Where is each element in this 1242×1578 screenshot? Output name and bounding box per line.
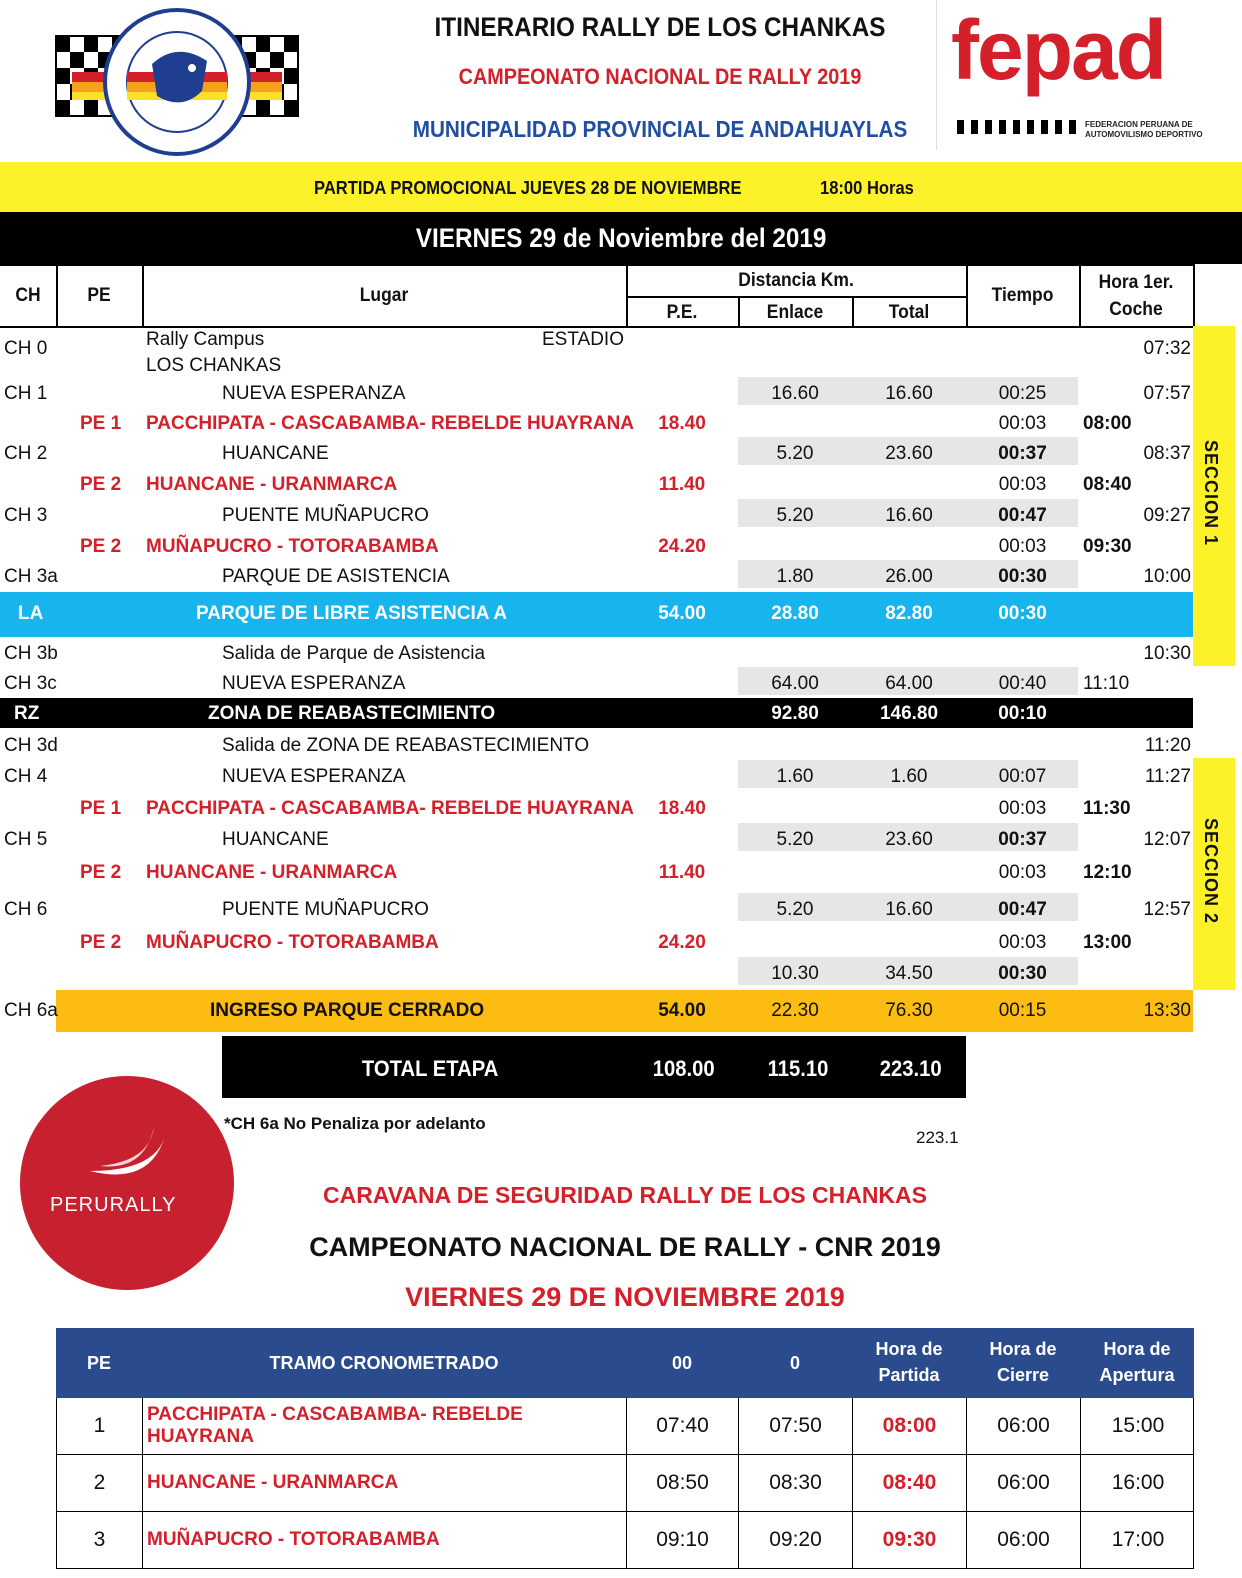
- cell-lugar: Salida de ZONA DE REABASTECIMIENTO: [222, 735, 590, 756]
- col-tiempo: Tiempo: [991, 285, 1054, 306]
- cell-ch: CH 3: [4, 505, 48, 526]
- t2-col-apertura: Hora de Apertura: [1099, 1339, 1175, 1385]
- cell-lugar: HUANCANE: [222, 443, 329, 464]
- cell-extra: ESTADIO: [542, 329, 624, 350]
- caravana-cell-partida: 08:00: [853, 1398, 967, 1454]
- cell-pe_hora: 11:30: [1083, 798, 1131, 819]
- cell-pekm: 11.40: [658, 474, 706, 495]
- t2-col-cierre: Hora de Cierre: [989, 1339, 1057, 1385]
- total-etapa-pe: 108.00: [652, 1056, 715, 1081]
- col-hora-1: Hora 1er.: [1098, 272, 1174, 293]
- t2-col-00: 00: [671, 1353, 693, 1373]
- cell-total: 16.60: [885, 899, 933, 920]
- perurally-logo: [20, 1076, 234, 1290]
- t2-col-partida: Hora de Partida: [875, 1339, 943, 1385]
- cell-tiempo: 00:40: [998, 673, 1047, 694]
- cell-tiempo: 00:25: [998, 383, 1047, 404]
- cell-hora: 11:20: [1144, 735, 1191, 756]
- promo-time: 18:00 Horas: [820, 178, 914, 198]
- cell-pe: PE 2: [80, 862, 122, 883]
- footnote: *CH 6a No Penaliza por adelanto: [224, 1114, 486, 1133]
- cell-total: 82.80: [885, 603, 933, 624]
- caravana-cell-tramo: HUANCANE - URANMARCA: [143, 1455, 627, 1511]
- cell-enlace: 1.60: [776, 766, 814, 787]
- caravana-cell-c00: 09:10: [627, 1512, 739, 1568]
- cell-total: 1.60: [890, 766, 928, 787]
- cell-ch: CH 3b: [4, 643, 58, 664]
- cell-enlace: 28.80: [771, 603, 819, 624]
- cell-hora: 13:30: [1143, 1000, 1191, 1021]
- caravana-cell-cierre: 06:00: [967, 1455, 1081, 1511]
- section-1-label: SECCION 1: [1201, 440, 1221, 547]
- promo-label: PARTIDA PROMOCIONAL JUEVES 28 DE NOVIEMBRE: [314, 178, 742, 198]
- cell-lugar: PUENTE MUÑAPUCRO: [222, 899, 429, 920]
- cell-lugar: INGRESO PARQUE CERRADO: [210, 1000, 485, 1021]
- footnote-value: 223.1: [916, 1128, 959, 1147]
- cell-lugar: MUÑAPUCRO - TOTORABAMBA: [146, 536, 439, 557]
- total-etapa-label: TOTAL ETAPA: [361, 1056, 499, 1081]
- cell-ch: CH 6a: [4, 1000, 58, 1021]
- cell-pe: PE 1: [80, 798, 122, 819]
- cell-pe_hora: 11:10: [1083, 673, 1130, 694]
- perurally-part2: RALLY: [109, 1194, 177, 1216]
- total-etapa-box: [222, 1036, 966, 1098]
- cell-pekm: 18.40: [658, 413, 706, 434]
- caravana-cell-partida: 09:30: [853, 1512, 967, 1568]
- cell-hora: 10:30: [1143, 643, 1191, 664]
- cell-pe: PE 1: [80, 413, 122, 434]
- t2-col-tramo: TRAMO CRONOMETRADO: [269, 1353, 499, 1373]
- caravana-cell-pe: 1: [57, 1398, 143, 1454]
- cell-pe: PE 2: [80, 932, 122, 953]
- cell-lugar: Salida de Parque de Asistencia: [222, 643, 486, 664]
- caravana-cell-apertura: 16:00: [1111, 1471, 1165, 1494]
- cell-tiempo: 00:47: [998, 505, 1047, 526]
- cell-enlace: 5.20: [776, 443, 814, 464]
- day-title-bar: [0, 212, 1242, 264]
- cell-tiempo: 00:03: [998, 536, 1047, 557]
- col-lugar: Lugar: [359, 285, 409, 306]
- caravana-cell-c00: 08:50: [627, 1455, 739, 1511]
- t2-col-0: 0: [789, 1353, 800, 1373]
- cell-ch: CH 0: [4, 338, 48, 359]
- caravana-date: VIERNES 29 DE NOVIEMBRE 2019: [405, 1282, 845, 1312]
- cell-lugar: PACCHIPATA - CASCABAMBA- REBELDE HUAYRANA: [146, 413, 635, 434]
- col-hora-2: Coche: [1109, 299, 1163, 320]
- motor-club-logo: [52, 6, 302, 156]
- cell-total: 16.60: [885, 383, 933, 404]
- cell-pekm: 24.20: [658, 536, 706, 557]
- cell-tiempo: 00:37: [998, 443, 1047, 464]
- day-title: VIERNES 29 de Noviembre del 2019: [415, 223, 827, 253]
- caravana-cell-tramo: PACCHIPATA - CASCABAMBA- REBELDE HUAYRANA: [143, 1398, 627, 1454]
- cell-hora: 07:57: [1143, 383, 1191, 404]
- cell-pe: PE 2: [80, 536, 122, 557]
- cell-total: 23.60: [885, 829, 933, 850]
- cell-tiempo: 00:03: [998, 798, 1047, 819]
- cell-tiempo: 00:03: [998, 862, 1047, 883]
- cell-enlace: 16.60: [771, 383, 819, 404]
- cell-pekm: 24.20: [658, 932, 706, 953]
- cell-lugar: HUANCANE - URANMARCA: [146, 474, 398, 495]
- cell-lugar: PARQUE DE LIBRE ASISTENCIA A: [196, 603, 508, 624]
- cell-tiempo: 00:15: [998, 1000, 1047, 1021]
- cell-tiempo: 00:03: [998, 932, 1047, 953]
- checkered-strip-icon: [957, 120, 1081, 134]
- cell-tiempo: 00:47: [998, 899, 1047, 920]
- cell-total: 146.80: [879, 703, 939, 724]
- cell-total: 26.00: [885, 566, 933, 587]
- cell-hora: 08:37: [1143, 443, 1191, 464]
- cell-ch: CH 5: [4, 829, 48, 850]
- cell-enlace: 64.00: [771, 673, 819, 694]
- total-etapa-enlace: 115.10: [767, 1056, 829, 1081]
- document-title: ITINERARIO RALLY DE LOS CHANKAS: [434, 12, 886, 42]
- cell-tiempo: 00:30: [998, 963, 1047, 984]
- cell-tiempo: 00:30: [998, 603, 1047, 624]
- cell-enlace: 22.30: [771, 1000, 819, 1021]
- cell-enlace: 92.80: [771, 703, 819, 724]
- col-pe-km: P.E.: [666, 302, 698, 323]
- col-pe: PE: [87, 285, 111, 306]
- cell-tiempo: 00:30: [998, 566, 1047, 587]
- cell-total: 34.50: [885, 963, 933, 984]
- t2-col-pe: PE: [86, 1353, 111, 1373]
- caravana-cell-partida: 08:40: [853, 1455, 967, 1511]
- fepad-brand: fepad: [951, 3, 1166, 97]
- cell-enlace: 1.80: [776, 566, 814, 587]
- cell-ch: CH 4: [4, 766, 48, 787]
- cell-lugar: PARQUE DE ASISTENCIA: [222, 566, 450, 587]
- cell-pekm: 54.00: [658, 603, 706, 624]
- cell-pekm: 11.40: [658, 862, 706, 883]
- fepad-logo: [936, 0, 1222, 150]
- cell-hora: 12:57: [1143, 899, 1191, 920]
- cell-pe_hora: 08:00: [1083, 413, 1132, 434]
- caravana-subtitle: CAMPEONATO NACIONAL DE RALLY - CNR 2019: [309, 1232, 941, 1262]
- cell-ch: CH 2: [4, 443, 48, 464]
- cell-enlace: 5.20: [776, 899, 814, 920]
- cell-lugar: HUANCANE - URANMARCA: [146, 862, 398, 883]
- cell-ch: CH 6: [4, 899, 48, 920]
- cell-enlace: 5.20: [776, 829, 814, 850]
- cell-hora: 10:00: [1143, 566, 1191, 587]
- cell-hora: 09:27: [1143, 505, 1191, 526]
- cell-lugar: HUANCANE: [222, 829, 329, 850]
- perurally-part1: PERU: [50, 1194, 110, 1216]
- caravana-table-header: [56, 1328, 1194, 1398]
- cell-pe_hora: 13:00: [1083, 932, 1132, 953]
- cell-lugar: NUEVA ESPERANZA: [222, 673, 406, 694]
- col-ch: CH: [15, 285, 41, 306]
- swoosh-icon: [80, 1116, 180, 1186]
- cell-ch: CH 1: [4, 383, 48, 404]
- cell-tiempo: 00:07: [998, 766, 1047, 787]
- cell-total: 76.30: [885, 1000, 933, 1021]
- caravana-cell-c0: 08:30: [739, 1455, 853, 1511]
- caravana-cell-pe: 3: [57, 1512, 143, 1568]
- cell-lugar: NUEVA ESPERANZA: [222, 383, 406, 404]
- cell-hora: 07:32: [1143, 338, 1191, 359]
- caravana-cell-c0: 09:20: [739, 1512, 853, 1568]
- caravana-cell-apertura: 17:00: [1111, 1528, 1165, 1551]
- cell-pekm: 18.40: [658, 798, 706, 819]
- section-2-label: SECCION 2: [1201, 818, 1221, 925]
- caravana-row: [56, 1455, 1194, 1512]
- cell-pe_hora: 09:30: [1083, 536, 1132, 557]
- caravana-row: [56, 1398, 1194, 1455]
- cell-pekm: 54.00: [658, 1000, 706, 1021]
- caravana-cell-cierre: 06:00: [967, 1512, 1081, 1568]
- caravana-cell-c00: 07:40: [627, 1398, 739, 1454]
- cell-tiempo: 00:10: [998, 703, 1047, 724]
- caravana-cell-apertura: 15:00: [1111, 1414, 1165, 1437]
- cell-enlace: 10.30: [771, 963, 819, 984]
- cell-lugar: NUEVA ESPERANZA: [222, 766, 406, 787]
- cell-ch: CH 3c: [4, 673, 57, 694]
- cell-lugar2: LOS CHANKAS: [146, 355, 282, 376]
- cell-lugar: PACCHIPATA - CASCABAMBA- REBELDE HUAYRANA: [146, 798, 635, 819]
- cell-tiempo: 00:03: [998, 474, 1047, 495]
- organizer-name: MUNICIPALIDAD PROVINCIAL DE ANDAHUAYLAS: [412, 116, 908, 142]
- cell-tiempo: 00:03: [998, 413, 1047, 434]
- cell-ch: CH 3a: [4, 566, 58, 587]
- cell-pe_hora: 08:40: [1083, 474, 1132, 495]
- caravana-cell-tramo: MUÑAPUCRO - TOTORABAMBA: [143, 1512, 627, 1568]
- caravana-cell-cierre: 06:00: [967, 1398, 1081, 1454]
- fepad-tagline-2: AUTOMOVILISMO DEPORTIVO: [1085, 130, 1203, 139]
- cell-ch: LA: [18, 603, 44, 624]
- col-distancia: Distancia Km.: [738, 270, 854, 291]
- cell-pe_hora: 12:10: [1083, 862, 1132, 883]
- cell-hora: 12:07: [1143, 829, 1191, 850]
- cell-enlace: 5.20: [776, 505, 814, 526]
- fepad-tagline-1: FEDERACION PERUANA DE: [1085, 120, 1193, 129]
- promo-band: [0, 162, 1242, 212]
- caravana-cell-c0: 07:50: [739, 1398, 853, 1454]
- cell-total: 16.60: [885, 505, 933, 526]
- cell-tiempo: 00:37: [998, 829, 1047, 850]
- cell-hora: 11:27: [1144, 766, 1191, 787]
- cell-lugar: ZONA DE REABASTECIMIENTO: [208, 703, 496, 724]
- cell-lugar: Rally Campus: [146, 329, 265, 350]
- caravana-cell-pe: 2: [57, 1455, 143, 1511]
- cell-lugar: PUENTE MUÑAPUCRO: [222, 505, 429, 526]
- cell-ch: CH 3d: [4, 735, 58, 756]
- cell-total: 23.60: [885, 443, 933, 464]
- cell-total: 64.00: [885, 673, 933, 694]
- col-enlace: Enlace: [766, 302, 824, 323]
- championship-subtitle: CAMPEONATO NACIONAL DE RALLY 2019: [458, 64, 862, 89]
- cell-pe: PE 2: [80, 474, 122, 495]
- cell-ch: RZ: [14, 703, 40, 724]
- col-total: Total: [888, 302, 930, 323]
- cell-lugar: MUÑAPUCRO - TOTORABAMBA: [146, 932, 439, 953]
- total-etapa-total: 223.10: [879, 1056, 942, 1081]
- caravana-title: CARAVANA DE SEGURIDAD RALLY DE LOS CHANKAS: [322, 1182, 927, 1208]
- caravana-row: [56, 1512, 1194, 1569]
